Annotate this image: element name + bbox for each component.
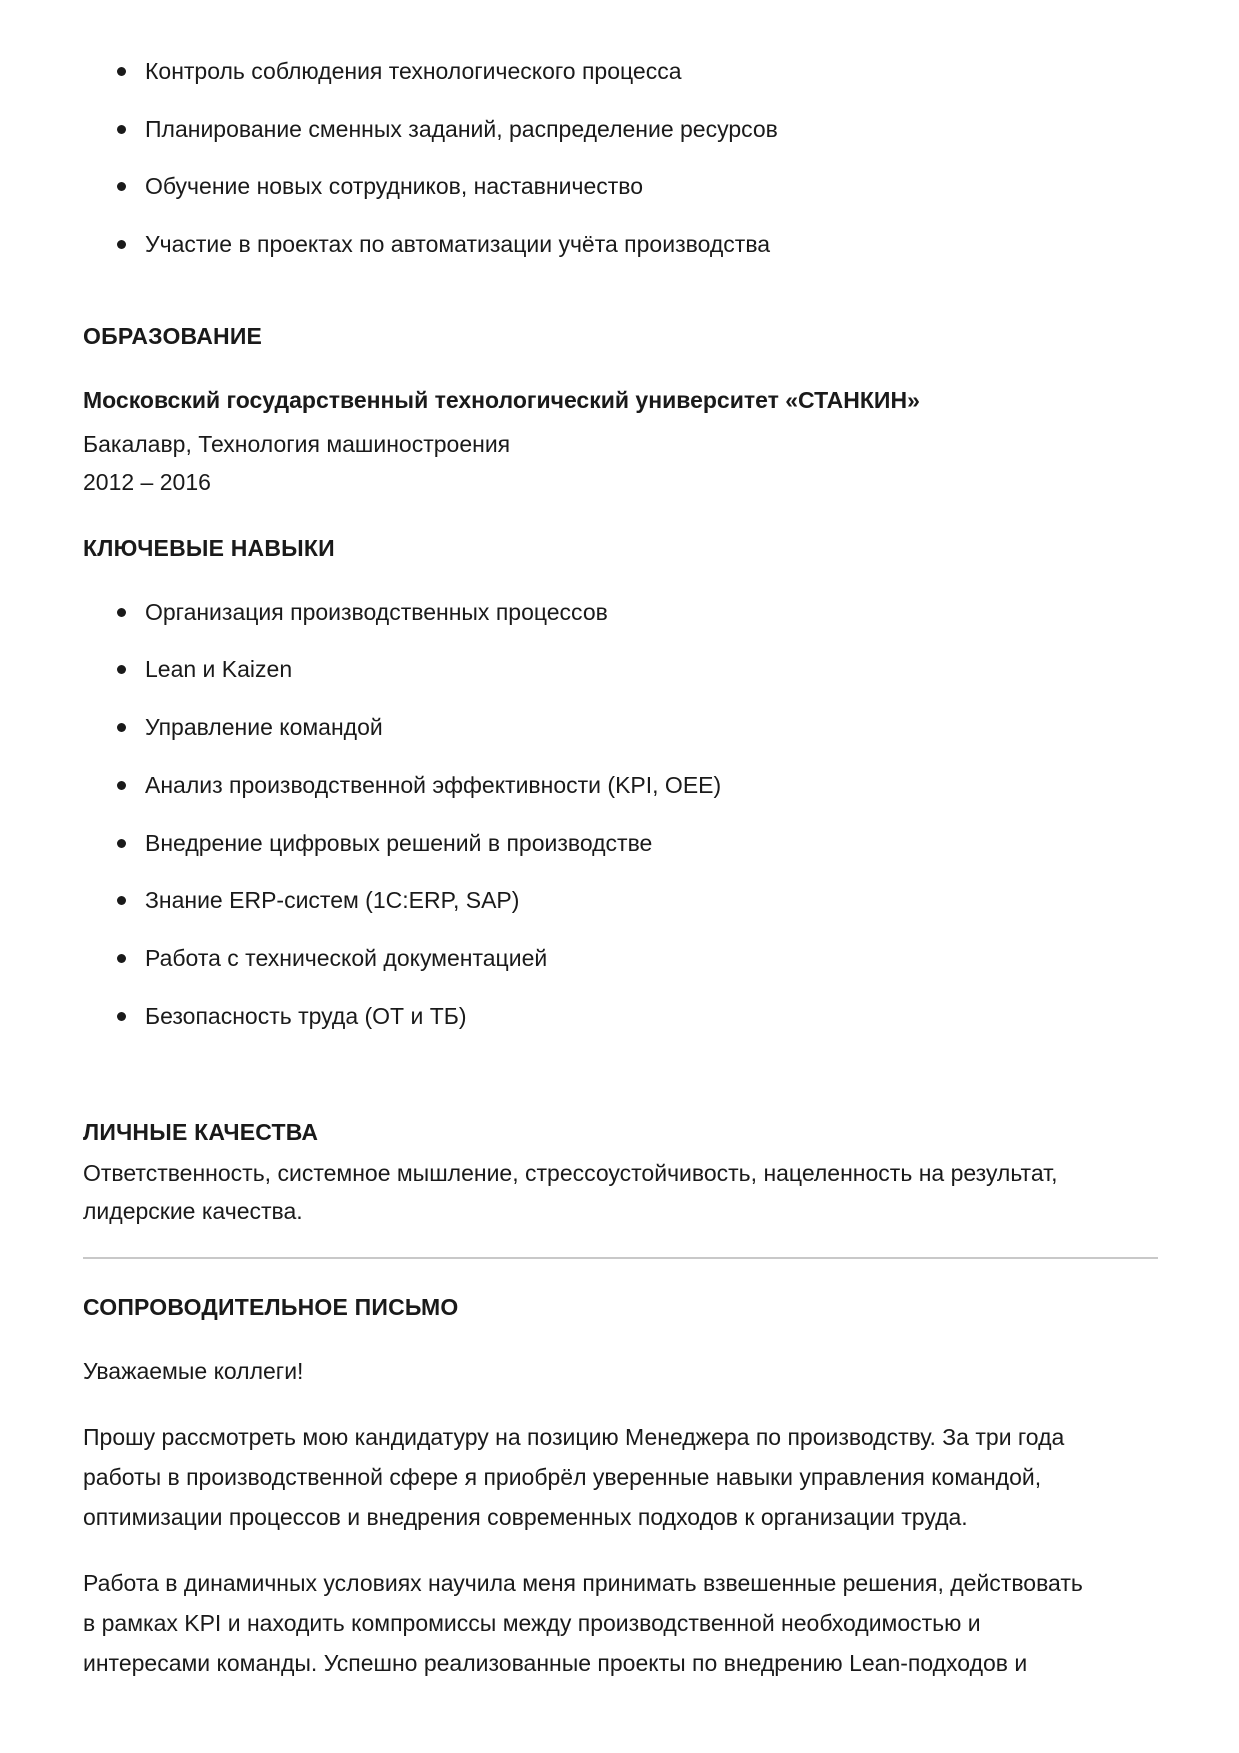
list-item-text: Знание ERP-систем (1С:ERP, SAP) bbox=[145, 887, 520, 913]
list-item-text: Участие в проектах по автоматизации учёта производства bbox=[145, 231, 771, 257]
list-item bbox=[83, 827, 721, 859]
bullet-icon bbox=[117, 182, 126, 191]
bullet-icon bbox=[117, 608, 126, 617]
list-item bbox=[83, 228, 778, 260]
list-item bbox=[83, 596, 721, 628]
list-item bbox=[83, 884, 721, 916]
education-years: 2012 – 2016 bbox=[83, 469, 211, 495]
cover-letter-greeting: Уважаемые коллеги! bbox=[83, 1358, 304, 1384]
list-item-text: Анализ производственной эффективности (KPI, OEE) bbox=[145, 772, 722, 798]
bullet-icon bbox=[117, 240, 126, 249]
bullet-icon bbox=[117, 781, 126, 790]
list-item-text: Управление командой bbox=[145, 714, 383, 740]
education-heading: ОБРАЗОВАНИЕ bbox=[83, 323, 263, 349]
list-item-text: Контроль соблюдения технологического процесса bbox=[145, 58, 682, 84]
paragraph-line: работы в производственной сфере я приобрёл уверенные навыки управления командой, bbox=[83, 1464, 1042, 1490]
list-item-text: Работа с технической документацией bbox=[145, 945, 548, 971]
list-item-text: Lean и Kaizen bbox=[145, 656, 293, 682]
list-item-text: Обучение новых сотрудников, наставничество bbox=[145, 173, 644, 199]
list-item bbox=[83, 170, 778, 202]
paragraph-line: интересами команды. Успешно реализованные проекты по внедрению Lean-подходов и bbox=[83, 1650, 1028, 1676]
personal-text-line-2: лидерские качества. bbox=[83, 1198, 303, 1224]
cover-letter-heading: СОПРОВОДИТЕЛЬНОЕ ПИСЬМО bbox=[83, 1294, 459, 1320]
list-item bbox=[83, 769, 721, 801]
list-item-text: Безопасность труда (ОТ и ТБ) bbox=[145, 1003, 467, 1029]
section-divider bbox=[83, 1257, 1158, 1259]
cover-letter-paragraph-1 bbox=[83, 1417, 1064, 1537]
bullet-icon bbox=[117, 896, 126, 905]
education-institution: Московский государственный технологический университет «СТАНКИН» bbox=[83, 387, 920, 413]
personal-heading: ЛИЧНЫЕ КАЧЕСТВА bbox=[83, 1119, 319, 1145]
skills-list bbox=[83, 596, 721, 1065]
list-item bbox=[83, 711, 721, 743]
list-item-text: Организация производственных процессов bbox=[145, 599, 608, 625]
paragraph-line: Работа в динамичных условиях научила меня принимать взвешенные решения, действовать bbox=[83, 1570, 1083, 1596]
experience-duties-list bbox=[83, 55, 778, 293]
bullet-icon bbox=[117, 1012, 126, 1021]
list-item bbox=[83, 942, 721, 974]
personal-text-line-1: Ответственность, системное мышление, стрессоустойчивость, нацеленность на результат, bbox=[83, 1160, 1058, 1186]
bullet-icon bbox=[117, 125, 126, 134]
education-degree: Бакалавр, Технология машиностроения bbox=[83, 431, 511, 457]
list-item-text: Внедрение цифровых решений в производстве bbox=[145, 830, 653, 856]
bullet-icon bbox=[117, 954, 126, 963]
paragraph-line: Прошу рассмотреть мою кандидатуру на позицию Менеджера по производству. За три года bbox=[83, 1424, 1065, 1450]
bullet-icon bbox=[117, 67, 126, 76]
bullet-icon bbox=[117, 839, 126, 848]
cover-letter-paragraph-2 bbox=[83, 1563, 1083, 1683]
list-item bbox=[83, 55, 778, 87]
paragraph-line: оптимизации процессов и внедрения современных подходов к организации труда. bbox=[83, 1504, 968, 1530]
bullet-icon bbox=[117, 665, 126, 674]
list-item bbox=[83, 113, 778, 145]
list-item bbox=[83, 1000, 721, 1032]
list-item bbox=[83, 653, 721, 685]
list-item-text: Планирование сменных заданий, распределение ресурсов bbox=[145, 116, 778, 142]
bullet-icon bbox=[117, 723, 126, 732]
paragraph-line: в рамках KPI и находить компромиссы между производственной необходимостью и bbox=[83, 1610, 981, 1636]
skills-heading: КЛЮЧЕВЫЕ НАВЫКИ bbox=[83, 535, 335, 561]
